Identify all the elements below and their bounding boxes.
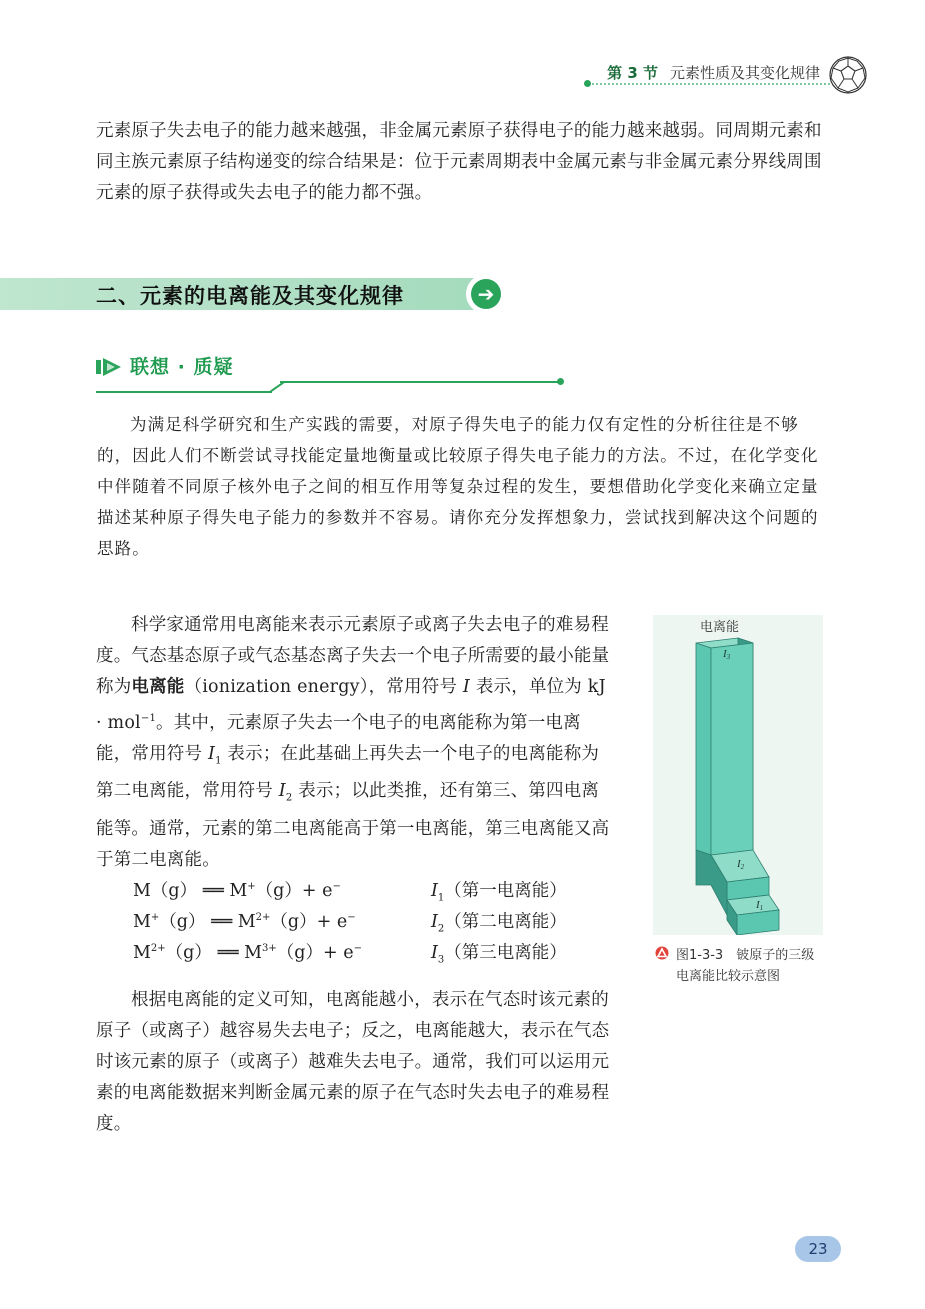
body-text: 科学家通常用电离能来表示元素原子或离子失去电子的难易程度。气态基态原子或气态基态离子失去一个电子所需要的最小能量称为 — [96, 615, 610, 697]
equation-1 — [133, 877, 341, 902]
eq-charge: 3+ — [262, 943, 277, 955]
eq-charge: + — [247, 881, 256, 893]
eq-rhs: M — [229, 881, 248, 901]
eq-charge: 2+ — [150, 943, 166, 955]
header-rule-dot — [584, 80, 591, 87]
eq-electron-charge: − — [332, 881, 341, 893]
question-paragraph — [97, 409, 830, 564]
body-text: （ionization energy），常用符号 — [184, 677, 458, 697]
eq-rhs: M — [237, 912, 256, 932]
subsection-underline-step — [270, 382, 284, 393]
body-text: 表示；在此基础上再失去一个电子的电离能称为第二电离能，常用符号 — [96, 743, 600, 802]
eq-charge: 2+ — [255, 912, 271, 924]
body-text: 表示；以此类推，还有第三、第四电离能等。通常，元素的第二电离能高于第一电离能，第三电离能又高于第二电离能。 — [96, 781, 610, 870]
eq-symbol-sub: 2 — [437, 923, 445, 935]
figure-caption-line1: 图1-3-3 铍原子的三级 — [676, 948, 815, 963]
fullerene-icon — [828, 55, 868, 95]
ionization-energy-bars — [653, 615, 823, 935]
eq-arrow: ══ — [217, 943, 239, 963]
eq-rhs: M — [244, 943, 263, 963]
question-text: 为满足科学研究和生产实践的需要，对原子得失电子的能力仅有定性的分析往往是不够的，因此人们不断尝试寻找能定量地衡量或比较原子得失电子能力的方法。不过，在化学变化中伴随着不同原子核外电子之间的相互作用等复杂过程的发生，要想借助化学变化来确立定量描述某种原子得失电子能力的参数并不容易。请你充分发挥想象力，尝试找到解决这个问题的思路。 — [97, 415, 819, 558]
symbol-I1: I — [207, 743, 216, 764]
equation-2-label — [431, 908, 567, 935]
eq-lhs: M（g） — [133, 881, 198, 901]
figure-axis-label: 电离能 — [700, 620, 740, 635]
equation-2 — [133, 908, 356, 933]
eq-charge: + — [150, 912, 160, 924]
header-section-title: 元素性质及其变化规律 — [669, 64, 820, 82]
eq-symbol-sub: 1 — [437, 892, 445, 904]
subsection-underline-tail — [280, 381, 560, 383]
eq-name: （第一电离能） — [444, 881, 567, 901]
play-arrow-icon — [96, 357, 122, 377]
ionization-usage-paragraph — [96, 985, 616, 1140]
body-text: 根据电离能的定义可知，电离能越小，表示在气态时该元素的原子（或离子）越容易失去电子；反之，电离能越大，表示在气态时该元素的原子（或离子）越难失去电子。通常，我们可以运用元素的电离能数据来判断金属元素的原子在气态时失去电子的难易程度。 — [96, 990, 610, 1134]
bar-I3-front — [696, 643, 711, 855]
eq-lhs: M — [133, 912, 151, 932]
header-dotted-rule — [588, 83, 834, 85]
eq-rhs: （g）+ e — [276, 943, 354, 963]
body-text: 。其中，元素原子失去一个电子的电离能称为第一电离能，常用符号 — [96, 712, 581, 764]
bar-label-I1: I1 — [756, 899, 764, 912]
eq-symbol: I — [431, 881, 438, 901]
unit-exponent: −1 — [140, 713, 157, 724]
subsection-heading: 联想 · 质疑 — [130, 356, 234, 378]
eq-symbol: I — [431, 943, 438, 963]
equation-3 — [133, 939, 362, 964]
eq-rhs: （g）+ e — [270, 912, 348, 932]
eq-symbol-sub: 3 — [437, 954, 445, 966]
eq-lhs: （g） — [159, 912, 206, 932]
bar-label-I3: I3 — [723, 648, 731, 661]
header-section-number: 第 3 节 — [607, 64, 658, 82]
symbol-I: I — [462, 677, 471, 697]
section-heading: 二、元素的电离能及其变化规律 — [96, 284, 404, 308]
bar-label-I2: I2 — [737, 858, 745, 871]
running-header — [607, 62, 820, 83]
caption-triangle-icon — [655, 946, 669, 960]
ionization-definition-paragraph — [96, 610, 616, 876]
symbol-I2: I — [278, 781, 286, 802]
eq-arrow: ══ — [211, 912, 233, 932]
equation-1-label — [431, 877, 567, 904]
symbol-subscript: 1 — [215, 755, 222, 767]
symbol-subscript: 2 — [285, 792, 293, 804]
figure-caption-line2: 电离能比较示意图 — [676, 969, 781, 984]
key-term: 电离能 — [131, 677, 185, 697]
eq-arrow: ══ — [202, 881, 224, 901]
body-text: 表示，单位为 kJ · mol — [96, 677, 606, 733]
eq-rhs: （g）+ e — [255, 881, 333, 901]
eq-symbol: I — [431, 912, 438, 932]
eq-name: （第三电离能） — [444, 943, 567, 963]
eq-name: （第二电离能） — [444, 912, 567, 932]
bar-I3-face — [711, 643, 753, 855]
eq-electron-charge: − — [347, 912, 356, 924]
arrow-right-icon: ➔ — [471, 279, 501, 309]
page-number: 23 — [795, 1236, 841, 1262]
eq-lhs: M — [133, 943, 151, 963]
subsection-underline — [96, 391, 272, 393]
eq-lhs: （g） — [165, 943, 212, 963]
eq-electron-charge: − — [353, 943, 362, 955]
equation-3-label — [431, 939, 567, 966]
intro-paragraph: 元素原子失去电子的能力越来越强，非金属元素原子获得电子的能力越来越弱。同周期元素和同主族元素原子结构递变的综合结果是：位于元素周期表中金属元素与非金属元素分界线周围元素的原子获得或失去电子的能力都不强。 — [96, 121, 822, 203]
subsection-underline-dot — [557, 378, 564, 385]
